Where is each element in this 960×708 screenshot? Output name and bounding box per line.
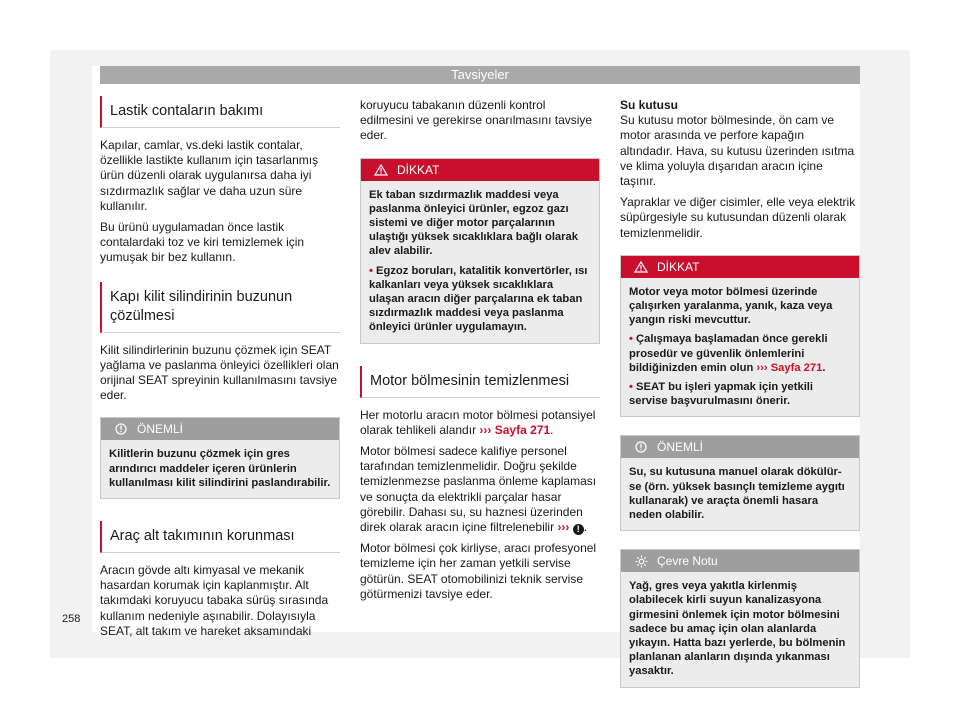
notice-body	[101, 440, 339, 498]
paragraph: Aracın gövde altı kimyasal ve mekanik hasardan korumak için kaplanmıştır. Alt takımdaki koruyucu tabaka sürüş sırasında kullanım nedeniyle aşınabilir. Dolayısıyla SEAT, alt takım ve hareket aksamındaki	[100, 563, 329, 638]
warning-text: Ek taban sızdırmazlık maddesi veya paslanma önleyici ürünler, egzoz gazı sistemi ve diğer motor parçalarının ulaştığı yüksek sıcaklıklara bağlı olarak alev alabilir.	[369, 188, 578, 258]
link-text: Sayfa 271	[770, 361, 823, 374]
page-number: 258	[62, 613, 81, 625]
notice-text: Kilitlerin buzunu çözmek için gres arındırıcı maddeler içeren ürünlerin kullanılması kilit silindirini paslandırabilir.	[109, 448, 331, 489]
warning-text: Motor veya motor bölmesi üzerinde çalışırken yaralanma, yanık, kaza veya yangın riski mevcuttur.	[629, 285, 833, 327]
alert-circle-icon: !	[573, 524, 584, 535]
arrow-glyph: ›››	[479, 422, 492, 437]
section-heading	[360, 366, 600, 398]
warning-header	[361, 159, 599, 181]
warning-box	[360, 158, 600, 344]
paragraph: Su kutusu motor bölmesinde, ön cam ve motor arasında ve perfore kapağın altındadır. Hava, su kutusu üzerinden ısıtma ve klima yoluyla dışarıdan aracın içine taşınır.	[620, 113, 855, 189]
arrow-glyph: ›››	[557, 520, 570, 535]
warning-reference-link[interactable]	[557, 520, 583, 534]
section-heading	[100, 96, 340, 128]
warning-bullet-text: Egzoz boruları, katalitik konvertörler, ısı kalkanları veya yüksek sıcaklıklara ulaşan aracın diğer parçalarına ek taban sızdırmazlık maddesi veya paslanma önleyici ürünler uygulamayın.	[369, 264, 588, 334]
punctuation: .	[583, 520, 588, 535]
environment-icon	[633, 555, 649, 568]
paragraph: Kilit silindirlerinin buzunu çözmek için SEAT yağlama ve paslanma önleyici özellikleri olan orijinal SEAT spreyinin kullanılmasını tavsiye eder.	[100, 342, 339, 403]
link-text: Sayfa 271	[494, 422, 551, 437]
notice-title: ÖNEMLİ	[657, 440, 704, 455]
paragraph-text: Motor bölmesi sadece kalifiye personel tarafından temizlenmelidir. Doğru şekilde temizlenmezse paslanma önleme kaplaması ve sonuçta da elektrikli parçalar hasar görebilir. Dahası su, su haznesi üzerinden direk olarak aracın içine filtrelenebilir	[360, 444, 597, 535]
heading-seal-care: Lastik contaların bakımı	[110, 103, 264, 119]
paragraph: koruyucu tabakanın düzenli kontrol edilmesini ve gerekirse onarılmasını tavsiye eder.	[360, 98, 593, 143]
column-right	[620, 88, 860, 700]
notice-title: ÖNEMLİ	[137, 422, 184, 437]
paragraph: Kapılar, camlar, vs.deki lastik contalar, özellikle lastikte kullanım için tasarlanmış ürün düzenli olarak uygulanırsa daha iyi sızdırmazlık sağlar ve daha uzun süre kullanılır.	[100, 138, 319, 213]
warning-bullet	[369, 264, 591, 335]
bullet-marker: •	[629, 333, 633, 346]
paragraph	[360, 444, 600, 535]
notice-box	[100, 417, 340, 499]
bullet-marker: •	[369, 264, 373, 277]
section-heading	[100, 521, 340, 553]
warning-triangle-icon	[373, 164, 389, 176]
paragraph: Bu ürünü uygulamadan önce lastik contalardaki toz ve kiri temizlemek için yumuşak bir bez kullanın.	[100, 220, 305, 265]
environment-title: Çevre Notu	[657, 554, 718, 569]
heading-lock-defrost: Kapı kilit silindirinin buzunun çözülmesi	[110, 288, 293, 324]
heading-engine-cleaning: Motor bölmesinin temizlenmesi	[370, 372, 570, 389]
cross-reference-link[interactable]	[756, 362, 822, 374]
notice-header	[101, 418, 339, 440]
environment-body	[621, 572, 859, 686]
column-middle	[360, 88, 600, 608]
heading-underbody: Araç alt takımının korunması	[110, 528, 295, 545]
warning-title: DİKKAT	[397, 162, 440, 177]
page-header: Tavsiyeler	[100, 66, 860, 84]
warning-bullet	[629, 332, 851, 375]
punctuation: .	[550, 422, 554, 437]
notice-header	[621, 436, 859, 458]
environment-note-box	[620, 549, 860, 687]
notice-box	[620, 435, 860, 531]
bullet-marker: •	[629, 381, 633, 394]
subheading-water-box: Su kutusu	[620, 98, 679, 112]
notice-text: Su, su kutusuna manuel olarak dökülür-se (örn. yüksek basınçlı temizleme aygıtı kullanarak) ve araçta önemli hasara neden olabilir.	[629, 466, 845, 522]
section-heading	[100, 282, 340, 333]
warning-triangle-icon	[633, 261, 649, 273]
warning-bullet-text: Çalışmaya başlamadan önce gerekli prosedür ve güvenlik önlemlerini bildiğinizden emin olun	[629, 333, 828, 374]
warning-box	[620, 255, 860, 418]
warning-bullet-text: SEAT bu işleri yapmak için yetkili servise başvurulmasını önerir.	[629, 381, 814, 408]
paragraph: Yapraklar ve diğer cisimler, elle veya elektrik süpürgesiyle su kutusundan düzenli olarak temizlenmelidir.	[620, 195, 856, 240]
notice-body	[621, 458, 859, 530]
paragraph	[360, 408, 600, 438]
arrow-glyph: ›››	[756, 361, 768, 374]
environment-text: Yağ, gres veya yakıtla kirlenmiş olabilecek kirli suyun kanalizasyona girmesini önlemek için motor bölmesini sadece bu amaç için olan alanlarda yıkayın. Hatta bazı yerlerde, bu bölmenin planlanan alanların dışında yıkanması yasaktır.	[629, 580, 846, 678]
info-circle-icon	[113, 423, 129, 435]
environment-header	[621, 550, 859, 572]
punctuation: .	[822, 361, 826, 374]
warning-body	[621, 278, 859, 417]
column-left	[100, 88, 340, 645]
info-circle-icon	[633, 441, 649, 453]
cross-reference-link[interactable]	[479, 423, 550, 437]
paragraph-text: Her motorlu aracın motor bölmesi potansiyel olarak tehlikeli alandır	[360, 407, 596, 437]
warning-title: DİKKAT	[657, 259, 700, 274]
warning-header	[621, 256, 859, 278]
warning-bullet	[629, 380, 851, 408]
paragraph: Motor bölmesi çok kirliyse, aracı profesyonel temizleme için her zaman yetkili servise götürün. SEAT otomobilinizi teknik servise götürmenizi tavsiye eder.	[360, 541, 597, 601]
warning-body	[361, 181, 599, 343]
